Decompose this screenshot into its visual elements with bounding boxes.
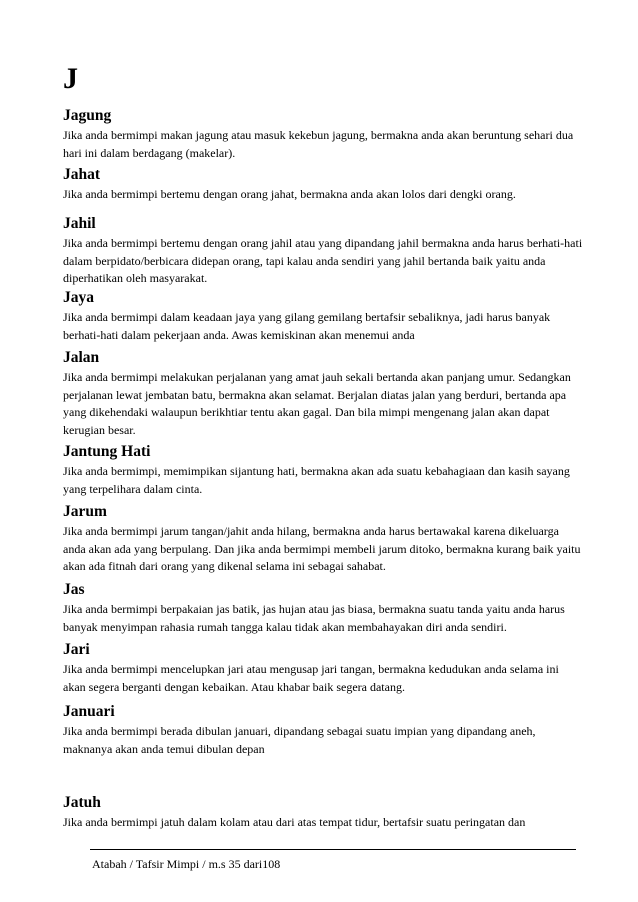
entry-description: Jika anda bermimpi berada dibulan januari, dipandang sebagai suatu impian yang dipandang aneh, maknanya akan anda temui dibulan depan (63, 724, 536, 756)
entry-term: Jagung (63, 107, 112, 124)
entry-description: Jika anda bermimpi jatuh dalam kolam atau dari atas tempat tidur, bertafsir suatu peringatan dan (63, 815, 526, 829)
entry-term: Januari (63, 703, 115, 720)
entry-term: Jarum (63, 503, 107, 520)
entry-jarum (63, 503, 583, 576)
entry-description: Jika anda bermimpi makan jagung atau masuk kekebun jagung, bermakna anda akan beruntung sehari dua hari ini dalam berdagang (makelar). (63, 128, 574, 160)
entry-term: Jas (63, 581, 85, 598)
entry-jagung (63, 107, 583, 162)
entry-description: Jika anda bermimpi mencelupkan jari atau mengusap jari tangan, bermakna kedudukan anda selama ini akan segera berganti dengan kebaikan. Atau khabar baik segera datang. (63, 662, 559, 694)
footer-divider (90, 849, 576, 850)
entry-jas (63, 581, 583, 636)
entry-term: Jahil (63, 215, 96, 232)
entry-jari (63, 641, 583, 696)
entry-jaya (63, 289, 583, 344)
entry-jalan (63, 349, 583, 439)
entry-jatuh (63, 794, 583, 832)
section-letter-heading: J (63, 62, 78, 95)
entry-jantung-hati (63, 443, 583, 498)
entry-term: Jari (63, 641, 90, 658)
entry-jahat (63, 166, 583, 204)
entry-term: Jantung Hati (63, 443, 151, 460)
entry-description: Jika anda bermimpi, memimpikan sijantung hati, bermakna akan ada suatu kebahagiaan dan kasih sayang yang terpelihara dalam cinta. (63, 464, 570, 496)
entry-description: Jika anda bermimpi jarum tangan/jahit anda hilang, bermakna anda harus bertawakal karena dikeluarga anda akan ada yang berpulang. Dan jika anda bermimpi membeli jarum ditoko, bermakna kurang baik yaitu akan ada fitnah dari orang yang dikenal selama ini sebagai sahabat. (63, 524, 581, 573)
entry-description: Jika anda bermimpi berpakaian jas batik, jas hujan atau jas biasa, bermakna suatu tanda yaitu anda harus banyak menyimpan rahasia rumah tangga kalau tidak akan membahayakan diri anda sendiri. (63, 602, 565, 634)
page-footer: Atabah / Tafsir Mimpi / m.s 35 dari108 (92, 857, 281, 871)
entry-term: Jaya (63, 289, 94, 306)
entry-jahil (63, 215, 583, 288)
entry-term: Jahat (63, 166, 101, 183)
entry-description: Jika anda bermimpi dalam keadaan jaya yang gilang gemilang bertafsir sebaliknya, jadi harus banyak berhati-hati dalam pekerjaan anda. Awas kemiskinan akan menemui anda (63, 310, 551, 342)
entry-description: Jika anda bermimpi bertemu dengan orang jahat, bermakna anda akan lolos dari dengki orang. (63, 187, 516, 201)
entry-januari (63, 703, 583, 758)
entry-term: Jalan (63, 349, 100, 366)
entry-description: Jika anda bermimpi melakukan perjalanan yang amat jauh sekali bertanda akan panjang umur. Sedangkan perjalanan lewat jembatan batu, bermakna akan selamat. Berjalan diatas jalan yang berduri, bertanda apa yang dikehendaki walaupun berikhtiar tentu akan gagal. Dan bila mimpi mengenang jalan akan dapat kerugian besar. (63, 370, 571, 437)
entry-description: Jika anda bermimpi bertemu dengan orang jahil atau yang dipandang jahil bermakna anda harus berhati-hati dalam berpidato/berbicara didepan orang, tapi kalau anda sendiri yang jahil bertanda baik yaitu anda diperhatikan oleh masyarakat. (63, 236, 583, 285)
entry-term: Jatuh (63, 794, 101, 811)
